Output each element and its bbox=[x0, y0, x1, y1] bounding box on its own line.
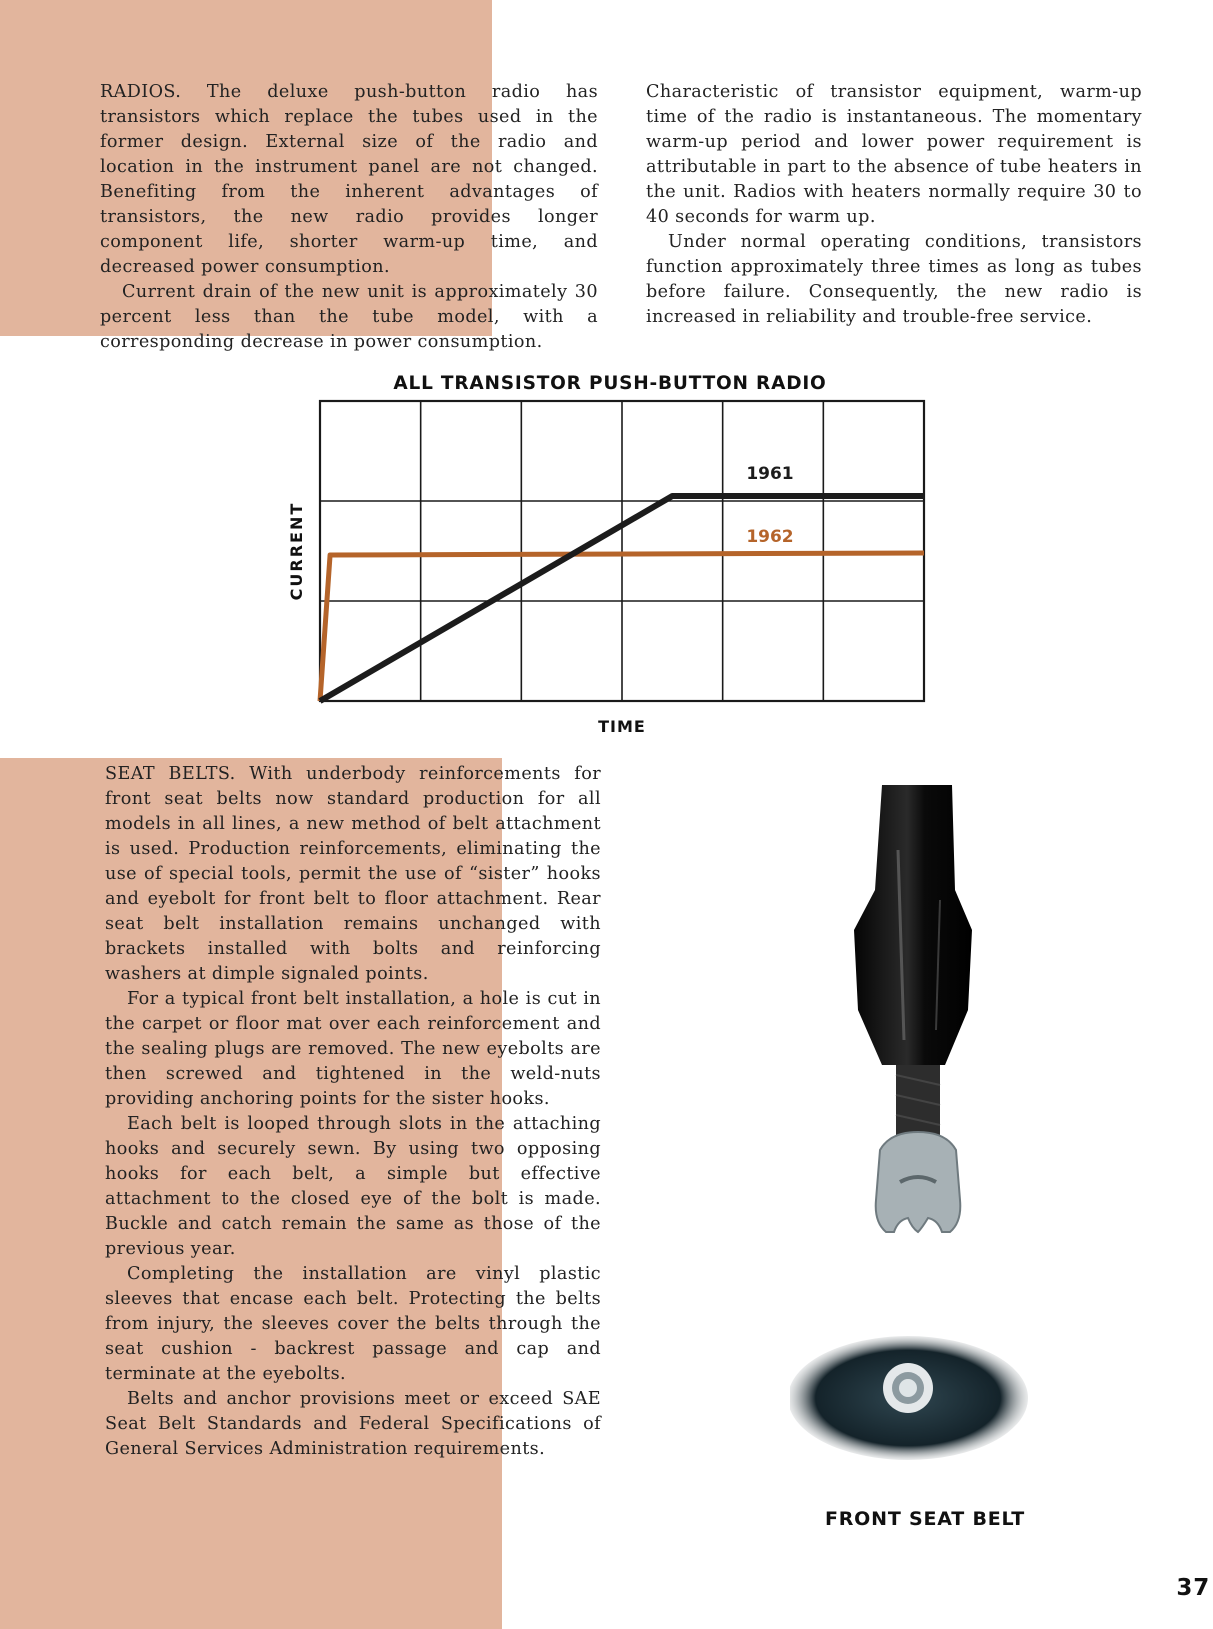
chart-title: ALL TRANSISTOR PUSH-BUTTON RADIO bbox=[393, 373, 827, 394]
belts-paragraph-5: Belts and anchor provisions meet or exceed SAE Seat Belt Standards and Federal Specifications of General Services Administration requirements. bbox=[105, 1389, 601, 1459]
radios-paragraph-1-text: The deluxe push-button radio has transistors which replace the tubes used in the former design. External size of the radio and location in the instrument panel are not changed. Benefiting from the inherent advantages of transistors, the new radio provides longer component life, shorter warm-up time, and decreased power consumption. bbox=[100, 82, 598, 277]
page-number: 37 bbox=[1176, 1575, 1210, 1601]
chart-labels bbox=[287, 464, 794, 736]
figure-caption: FRONT SEAT BELT bbox=[824, 1508, 1026, 1530]
series-label-1961: 1961 bbox=[746, 464, 794, 484]
y-axis-label: CURRENT bbox=[287, 501, 306, 601]
x-axis-label: TIME bbox=[598, 717, 646, 736]
belts-paragraph-4: Completing the installation are vinyl plastic sleeves that encase each belt. Protecting the belts from injury, the sleeves cover the belts through the seat cushion - backrest passage and cap and terminate at the eyebolts. bbox=[105, 1264, 601, 1384]
belts-paragraph-1-text: With underbody reinforcements for front seat belts now standard production for all models in all lines, a new method of belt attachment is used. Production reinforcements, eliminating the use of special tools, permit the use of “sister” hooks and eyebolt for front belt to floor attachment. Rear seat belt installation remains unchanged with brackets installed with bolts and reinforcing washers at dimple signaled points. bbox=[105, 764, 602, 984]
radios-paragraph-4: Under normal operating conditions, transistors function approximately three times as long as tubes before failure. Consequently, the new radio is increased in reliability and trouble-free service. bbox=[646, 232, 1142, 327]
belts-paragraph-3: Each belt is looped through slots in the attaching hooks and securely sewn. By using two opposing hooks for each belt, a simple but effective attachment to the closed eye of the bolt is made. Buckle and catch remain the same as those of the previous year. bbox=[105, 1114, 601, 1259]
series-label-1962: 1962 bbox=[746, 527, 794, 547]
radios-paragraph-3: Characteristic of transistor equipment, warm-up time of the radio is instantaneous. The momentary warm-up period and lower power requirement is attributable in part to the absence of tube heaters in the unit. Radios with heaters normally require 30 to 40 seconds for warm up. bbox=[646, 82, 1142, 227]
radios-heading: RADIOS. bbox=[100, 82, 182, 102]
belts-heading: SEAT BELTS. bbox=[105, 764, 236, 784]
current-vs-time-chart bbox=[0, 0, 1213, 760]
belts-paragraph-2: For a typical front belt installation, a hole is cut in the carpet or floor mat over each reinforcement and the sealing plugs are removed. The new eyebolts are then screwed and tightened in the weld-nuts providing anchoring points for the sister hooks. bbox=[105, 989, 601, 1109]
radios-paragraph-2: Current drain of the new unit is approximately 30 percent less than the tube model, with a corresponding decrease in power consumption. bbox=[100, 282, 598, 352]
front-seat-belt-photo bbox=[790, 780, 1070, 1470]
belts-paragraph-1 bbox=[105, 762, 601, 987]
seat-belts-section bbox=[105, 762, 601, 1462]
